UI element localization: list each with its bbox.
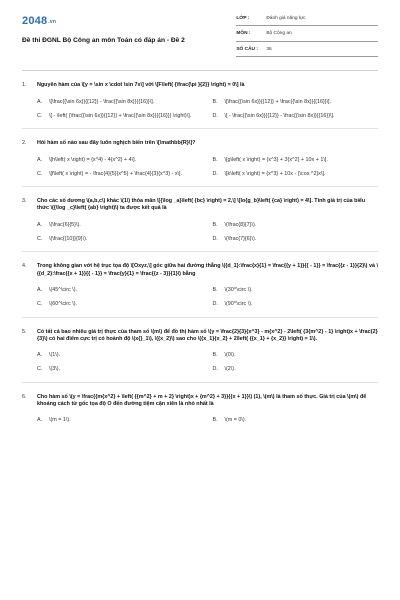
question-1	[22, 71, 378, 129]
brand-block	[22, 14, 236, 46]
answer-option-a[interactable]	[37, 287, 203, 294]
answer-option-a[interactable]	[37, 352, 203, 359]
option-text: \[ - \left( {\frac{{\sin 6x}}{{12}} + \frac{{\sin 8x}}{{16}}} \right)\].	[49, 113, 192, 119]
option-letter: A.	[37, 98, 43, 105]
option-letter: A.	[37, 417, 43, 424]
option-text: \[k\left( x \right) = {x^3} + 10x - {\cos ^2}x\].	[224, 170, 326, 177]
question-6	[22, 383, 378, 433]
option-letter: A.	[37, 156, 43, 163]
option-letter: B.	[212, 352, 218, 359]
option-text: \(3\).	[49, 366, 61, 373]
meta-value: Bộ Công an	[266, 31, 292, 37]
answer-options	[22, 352, 378, 374]
option-letter: B.	[212, 98, 218, 105]
answer-options	[22, 287, 378, 309]
question-text: Hỏi hàm số nào sau đây luôn nghịch biến trên \[\mathbb{R}\]?	[37, 140, 196, 147]
option-letter: B.	[212, 156, 218, 163]
option-letter: B.	[212, 286, 218, 293]
question-number: 2.	[22, 140, 27, 147]
option-letter: D.	[212, 301, 218, 308]
option-letter: D.	[212, 170, 218, 177]
option-text: \(30^\circ \).	[224, 286, 253, 293]
option-letter: C.	[37, 236, 43, 243]
answer-option-c[interactable]	[37, 171, 203, 178]
question-text: Cho các số dương \(a,b,c\) khác \(1\) thỏa mãn \[{\log _a}\left( {bc} \right) = 2,\] \[lo{g_b}\left( {ca} \right) = 4\]. Tính giá trị của biểu thức \({\log _c}\left( {ab} \right)\) ta được kết quả là	[37, 198, 366, 212]
question-3	[22, 187, 378, 252]
option-text: \(1\).	[49, 352, 61, 359]
meta-row-subject	[236, 29, 378, 41]
option-letter: D.	[212, 113, 218, 119]
question-text: Trong không gian với hệ trục tọa độ \[Oxyz,\] góc giữa hai đường thẳng \({d_1}:\frac{x}{1} = \frac{{y + 1}}{{ - 1}} = \frac{{z - 1}}{2}\) và \({d_2}:\frac{{x + 1}}{{ - 1}} = \frac{y}{1} = \frac{{z - 3}}{1}\) bằng	[37, 263, 378, 277]
question-head	[22, 263, 378, 278]
question-number: 1.	[22, 82, 27, 89]
site-logo[interactable]	[22, 14, 236, 29]
meta-label: SỐ CÂU :	[236, 46, 258, 52]
answer-options	[22, 222, 378, 244]
answer-options	[22, 99, 378, 121]
answer-option-a[interactable]	[37, 157, 203, 164]
answer-option-a[interactable]	[37, 417, 203, 424]
option-text: \(\frac{8}{7}\).	[224, 221, 257, 228]
answer-option-b[interactable]	[213, 287, 379, 294]
option-text: \(\frac{6}{5}\).	[49, 221, 81, 228]
logo-main: 2048	[22, 15, 48, 27]
exam-header	[22, 14, 378, 60]
option-letter: D.	[212, 366, 218, 373]
answer-option-b[interactable]	[213, 99, 379, 106]
option-text: \[\frac{{\sin 6x}}{{12}} - \frac{{\sin 8x}}{{16}}\].	[49, 98, 155, 105]
answer-option-d[interactable]	[213, 113, 379, 120]
option-letter: C.	[37, 366, 43, 373]
question-4	[22, 252, 378, 317]
answer-option-d[interactable]	[213, 171, 379, 178]
option-letter: A.	[37, 221, 43, 228]
option-text: \[f\left( x \right) = - \frac{4}{5}{x^5} + \frac{4}{3}{x^3} - x\].	[49, 170, 183, 177]
option-letter: C.	[37, 113, 43, 119]
question-head	[22, 82, 378, 89]
question-text: Cho hàm số \(y = \frac{{m{x^2} + \left( {{m^2} + m + 2} \right)x + {m^2} + 3}}{{x + 1}}\) (1), \(m\) là tham số thực. Giá trị của \(m\) để khoảng cách từ gốc tọa độ O đến đường tiệm cận xiên là nhỏ nhất là	[37, 393, 367, 408]
option-letter: B.	[212, 221, 218, 228]
question-head	[22, 329, 378, 344]
option-letter: A.	[37, 352, 43, 359]
option-letter: D.	[212, 236, 218, 243]
question-head	[22, 394, 378, 409]
option-text: \[h\left( x \right) = {x^4} - 4{x^2} + 4\].	[49, 156, 137, 163]
exam-title: Đề thi ĐGNL Bộ Công an môn Toán có đáp án - Đề 2	[22, 36, 185, 44]
option-text: \(60^\circ \).	[49, 301, 77, 308]
option-letter: A.	[37, 286, 43, 293]
option-text: \(90^\circ \).	[224, 301, 253, 308]
answer-option-d[interactable]	[213, 366, 379, 373]
answer-option-b[interactable]	[213, 417, 379, 424]
meta-row-class	[236, 14, 378, 26]
question-2	[22, 129, 378, 187]
question-number: 6.	[22, 393, 27, 400]
option-text: \[g\left( x \right) = {x^3} + 3{x^2} + 10x + 1\].	[224, 156, 328, 163]
question-5	[22, 318, 378, 383]
option-text: \[ - \frac{{\sin 6x}}{{12}} - \frac{{\sin 8x}}{{16}}\].	[224, 113, 335, 119]
meta-row-count	[236, 45, 378, 57]
meta-value: 36	[266, 46, 272, 52]
option-letter: C.	[37, 301, 43, 308]
answer-option-b[interactable]	[213, 352, 379, 359]
question-text: Nguyên hàm của \[y = \sin x \cdot \sin 7x\] với \[F\left( {\frac{\pi }{2}} \right) = 0\] là	[37, 82, 245, 89]
option-text: \(m = 1\).	[49, 417, 71, 424]
option-letter: C.	[37, 170, 43, 177]
meta-value: Đánh giá năng lực	[266, 16, 306, 21]
question-number: 3.	[22, 198, 27, 205]
answer-option-b[interactable]	[213, 157, 379, 164]
question-head	[22, 140, 378, 147]
answer-options	[22, 157, 378, 179]
option-text: \(\frac{7}{6}\).	[224, 236, 257, 243]
meta-label: LỚP :	[236, 16, 250, 21]
meta-label: MÔN :	[236, 31, 251, 37]
exam-meta	[236, 14, 378, 60]
logo-tld: .vn	[48, 19, 57, 25]
question-number: 5.	[22, 328, 27, 335]
answer-option-c[interactable]	[37, 236, 203, 243]
option-text: \(0\).	[224, 352, 236, 359]
question-number: 4.	[22, 263, 27, 270]
answer-option-b[interactable]	[213, 222, 379, 229]
answer-option-c[interactable]	[37, 366, 203, 373]
answer-option-d[interactable]	[213, 236, 379, 243]
option-text: \(m = 0\).	[224, 417, 247, 424]
option-text: \(45^\circ \).	[49, 286, 77, 293]
option-text: \[\frac{{\sin 6x}}{{12}} + \frac{{\sin 8x}}{{16}}\].	[224, 98, 332, 105]
answer-option-d[interactable]	[213, 301, 379, 308]
question-text: Có tất cả bao nhiêu giá trị thực của tham số \(m\) để đồ thị hàm số \(y = \frac{2}{3}{x^3} - m{x^2} - 2\left( {3{m^2} - 1} \right)x + \frac{2}{3}\) có hai điểm cực trị có hoành độ \(x{}_1\), \({x_2}\) sao cho \({x_1}{x_2} + 2\left( {{x_1} + {x_2}} \right) = 1\).	[37, 328, 378, 342]
answer-option-c[interactable]	[37, 301, 203, 308]
answer-option-a[interactable]	[37, 99, 203, 106]
option-text: \(2\).	[224, 366, 236, 373]
question-head	[22, 198, 378, 213]
option-letter: B.	[212, 417, 218, 424]
answer-option-c[interactable]	[37, 113, 203, 120]
answer-option-a[interactable]	[37, 222, 203, 229]
answer-options	[22, 417, 378, 424]
option-text: \(\frac{{10}}{9}\).	[49, 236, 88, 243]
